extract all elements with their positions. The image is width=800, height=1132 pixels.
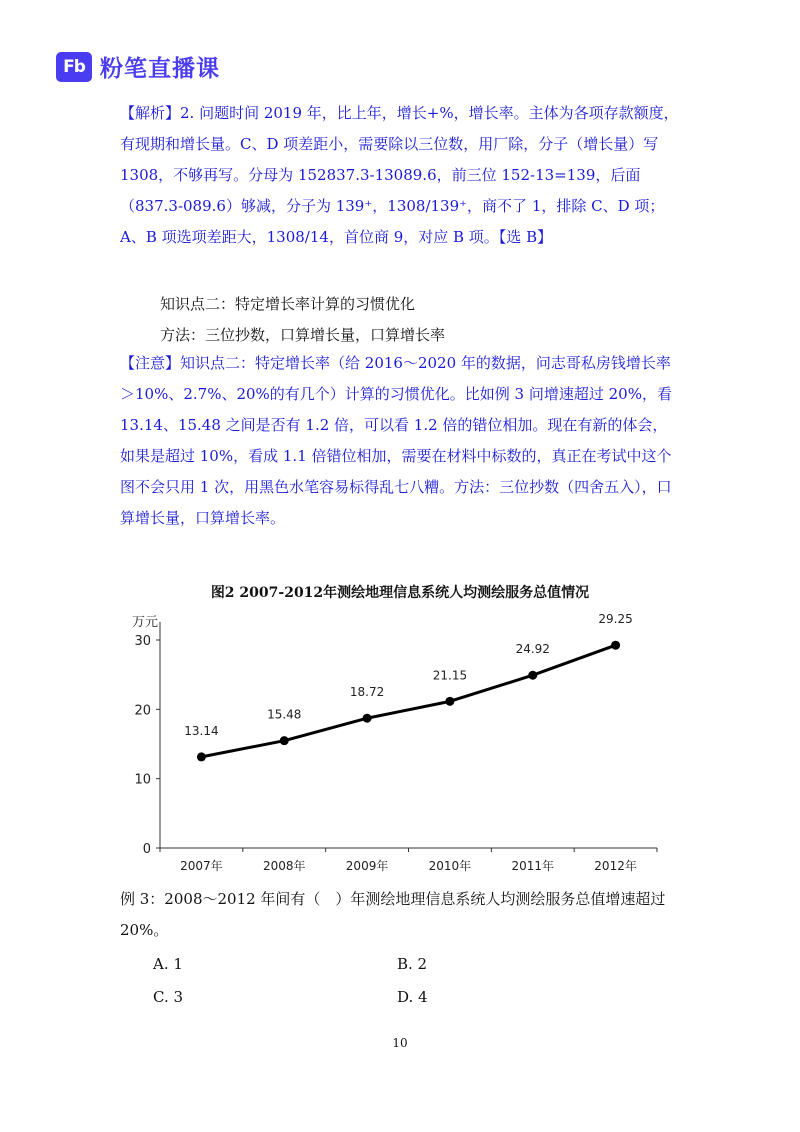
line-chart [120,572,680,877]
analysis-paragraph: 【解析】2. 问题时间 2019 年，比上年，增长+%，增长率。主体为各项存款额度，有现期和增长量。C、D 项差距小，需要除以三位数，用厂除，分子（增长量）写 1308，不够再写。分母为 152837.3-13089.6，前三位 152-13=139，后面（837.3-089.6）够减，分子为 139⁺，1308/139⁺，商不了 1，排除 C、D 项；A、B 项选项差距大，1308/14，首位商 9，对应 B 项。【选 B】 [120,104,679,246]
data-point [280,736,289,745]
page-number: 10 [392,1036,408,1050]
option-d: D. 4 [397,988,428,1006]
data-point [197,752,206,761]
data-point [445,697,454,706]
brand-logo [56,50,220,83]
y-axis-unit-label: 万元 [132,615,159,630]
series-line [201,645,615,757]
y-tick-label: 30 [134,634,151,649]
data-label: 21.15 [432,668,468,683]
logo-icon: Fb [56,52,92,82]
data-point [363,714,372,723]
data-label: 15.48 [267,707,302,722]
data-point [611,641,620,650]
x-tick-label: 2010年 [428,859,472,873]
data-label: 18.72 [349,685,385,700]
x-tick-label: 2008年 [262,859,306,873]
data-label: 24.92 [515,642,550,657]
x-tick-label: 2012年 [594,859,637,873]
note-paragraph: 【注意】知识点二：特定增长率（给 2016～2020 年的数据，问志哥私房钱增长率＞10%、2.7%、20%的有几个）计算的习惯优化。比如例 3 问增速超过 20%，看 13.14、15.48 之间是否有 1.2 倍，可以看 1.2 倍的错位相加。现在有新的体会，如果是超过 10%，看成 1.1 倍错位相加，需要在材料中标数的，真正在考试中这个图不会只用 1 次，用黑色水笔容易标得乱七八糟。方法：三位抄数（四舍五入），口算增长量，口算增长率。 [120,354,672,527]
y-tick-label: 20 [134,703,151,719]
chart-title-group [211,584,589,601]
data-point [528,671,537,680]
x-tick-label: 2011年 [511,859,555,873]
knowledge-point-heading: 知识点二：特定增长率计算的习惯优化 [160,295,416,313]
data-label: 29.25 [598,612,633,627]
logo-text: 粉笔直播课 [100,56,220,82]
y-tick-label: 10 [134,772,151,788]
option-a: A. 1 [153,955,183,973]
option-c: C. 3 [153,988,184,1006]
chart-marks [184,612,633,761]
option-b: B. 2 [397,955,428,973]
chart-title: 图2 2007-2012年测绘地理信息系统人均测绘服务总值情况 [210,585,590,601]
data-label: 13.14 [184,723,219,738]
y-tick-label: 0 [142,842,151,857]
x-tick-label: 2009年 [345,859,389,873]
question-text: 例 3：2008～2012 年间有（ ）年测绘地理信息系统人均测绘服务总值增速超过 20%。 [120,890,666,939]
x-tick-label: 2007年 [180,859,223,873]
method-line: 方法：三位抄数，口算增长量，口算增长率 [160,326,446,344]
